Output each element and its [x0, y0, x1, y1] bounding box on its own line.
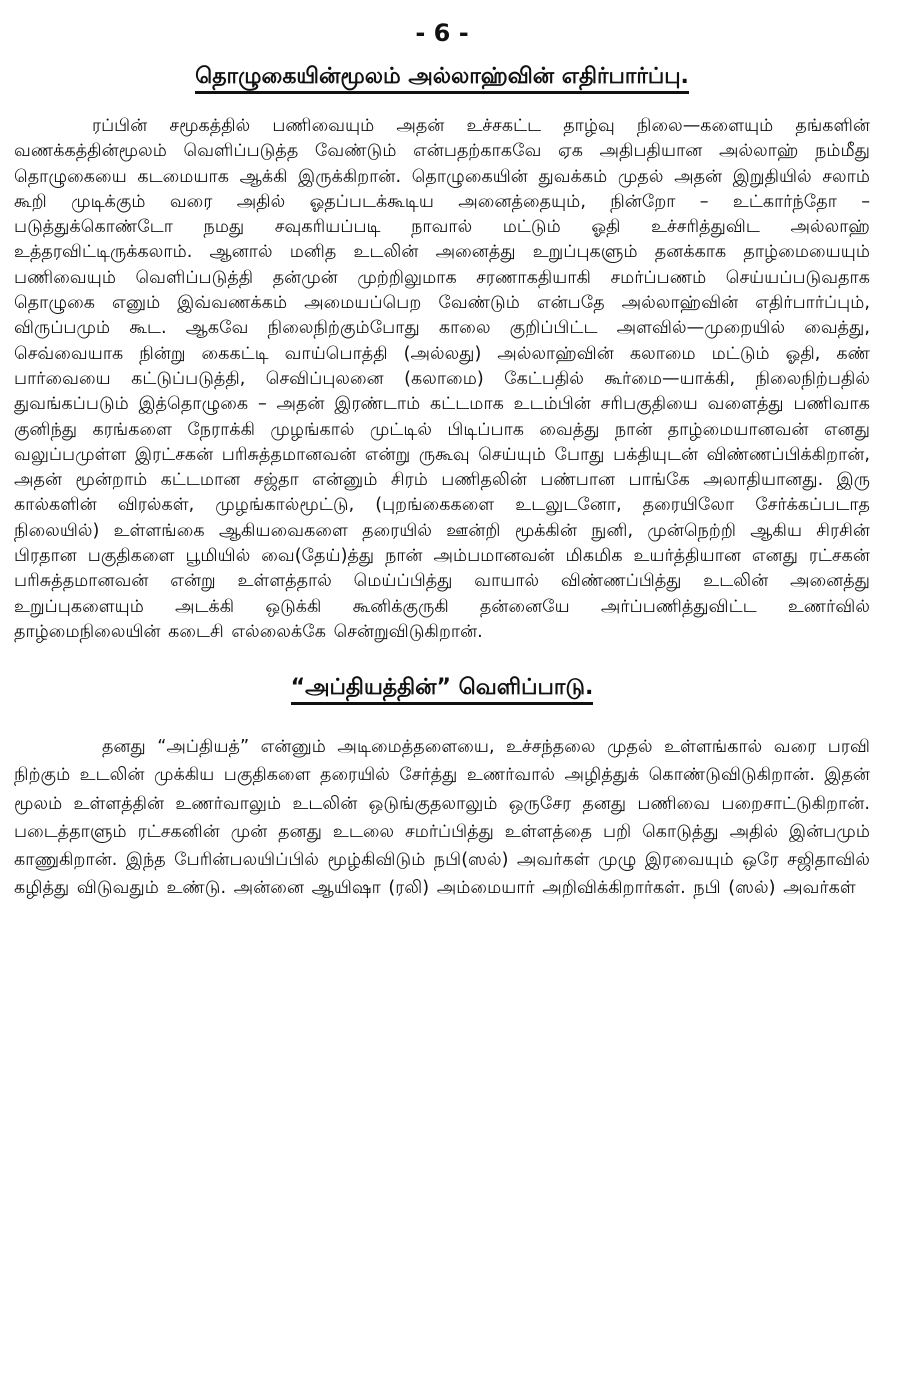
section-heading-text: தொழுகையின்மூலம் அல்லாஹ்வின் எதிர்பார்ப்பு. — [195, 64, 689, 94]
page-number: - 6 - — [415, 19, 469, 47]
section-heading-abdiyyat — [14, 673, 870, 703]
paragraph-abdiyyat: தனது “அப்தியத்” என்னும் அடிமைத்தளையை, உச்சந்தலை முதல் உள்ளங்கால் வரை பரவி நிற்கும் உடலின் முக்கிய பகுதிகளை தரையில் சேர்த்து உணர்வால் அழித்துக் கொண்டுவிடுகிறான். இதன் மூலம் உள்ளத்தின் உணர்வாலும் உடலின் ஒடுங்குதலாலும் ஒருசேர தனது பணிவை பறைசாட்டுகிறான். படைத்தாளும் ரட்சகனின் முன் தனது உடலை சமர்ப்பித்து உள்ளத்தை பறி கொடுத்து அதில் இன்பமும் காணுகிறான். இந்த பேரின்பலயிப்பில் மூழ்கிவிடும் நபி(ஸல்) அவர்கள் முழு இரவையும் ஒரே சஜிதாவில் கழித்து விடுவதும் உண்டு. அன்னை ஆயிஷா (ரலி) அம்மையார் அறிவிக்கிறார்கள். நபி (ஸல்) அவர்கள் — [14, 737, 870, 899]
paragraph-prayer: ரப்பின் சமூகத்தில் பணிவையும் அதன் உச்சகட்ட தாழ்வு நிலை—களையும் தங்களின் வணக்கத்தின்மூலம் வெளிப்படுத்த வேண்டும் என்பதற்காகவே ஏக அதிபதியான அல்லாஹ் நம்மீது தொழுகையை கடமையாக ஆக்கி இருக்கிறான். தொழுகையின் துவக்கம் முதல் அதன் இறுதியில் சலாம் கூறி முடிக்கும் வரை அதில் ஓதப்படக்கூடிய அனைத்தையும், நின்றோ – உட்கார்ந்தோ – படுத்துக்கொண்டோ நமது சவுகரியப்படி நாவால் மட்டும் ஓதி உச்சரித்துவிட அல்லாஹ் உத்தரவிட்டிருக்கலாம். ஆனால் மனித உடலின் அனைத்து உறுப்புகளும் தனக்காக தாழ்மையையும் பணிவையும் வெளிப்படுத்தி தன்முன் முற்றிலுமாக சரணாகதியாகி சமர்ப்பணம் செய்யப்படுவதாக தொழுகை எனும் இவ்வணக்கம் அமையப்பெற வேண்டும் என்பதே அல்லாஹ்வின் எதிர்பார்ப்பும், விருப்பமும் கூட. ஆகவே நிலைநிற்கும்போது காலை குறிப்பிட்ட அளவில்—முறையில் வைத்து, செவ்வையாக நின்று கைகட்டி வாய்பொத்தி (அல்லது) அல்லாஹ்வின் கலாமை மட்டும் ஓதி, கண் பார்வையை கட்டுப்படுத்தி, செவிப்புலனை (கலாமை) கேட்பதில் கூர்மை—யாக்கி, நிலைநிற்பதில் துவங்கப்படும் இத்தொழுகை – அதன் இரண்டாம் கட்டமாக உடம்பின் சரிபகுதியை வளைத்து பணிவாக குனிந்து கரங்களை நேராக்கி முழங்கால் முட்டில் பிடிப்பாக வைத்து நான் தாழ்மையானவன் எனது வலுப்பமுள்ள இரட்சகன் பரிசுத்தமானவன் என்று ருகூவு செய்யும் போது பக்தியுடன் விண்ணப்பிக்கிறான், அதன் மூன்றாம் கட்டமான சஜ்தா என்னும் சிரம் பணிதலின் பண்பான பாங்கே அலாதியானது. இரு கால்களின் விரல்கள், முழங்கால்மூட்டு, (புறங்கைகளை உடலுடனோ, தரையிலோ சேர்க்கப்படாத நிலையில்) உள்ளங்கை ஆகியவைகளை தரையில் ஊன்றி மூக்கின் நுனி, முன்நெற்றி ஆகிய சிரசின் பிரதான பகுதிகளை பூமியில் வை(தேய்)த்து நான் அம்பமானவன் மிகமிக உயர்த்தியான எனது ரட்சகன் பரிசுத்தமானவன் என்று உள்ளத்தால் மெய்ப்பித்து வாயால் விண்ணப்பித்து உடலின் அனைத்து உறுப்புகளையும் அடக்கி ஒடுக்கி கூனிக்குருகி தன்னையே அர்ப்பணித்துவிட்ட உணர்வில் தாழ்மைநிலையின் கடைசி எல்லைக்கே சென்றுவிடுகிறான். — [14, 116, 870, 642]
section-heading-prayer-expectation — [14, 62, 870, 92]
section-heading-text: “அப்தியத்தின்” வெளிப்பாடு. — [291, 675, 594, 705]
